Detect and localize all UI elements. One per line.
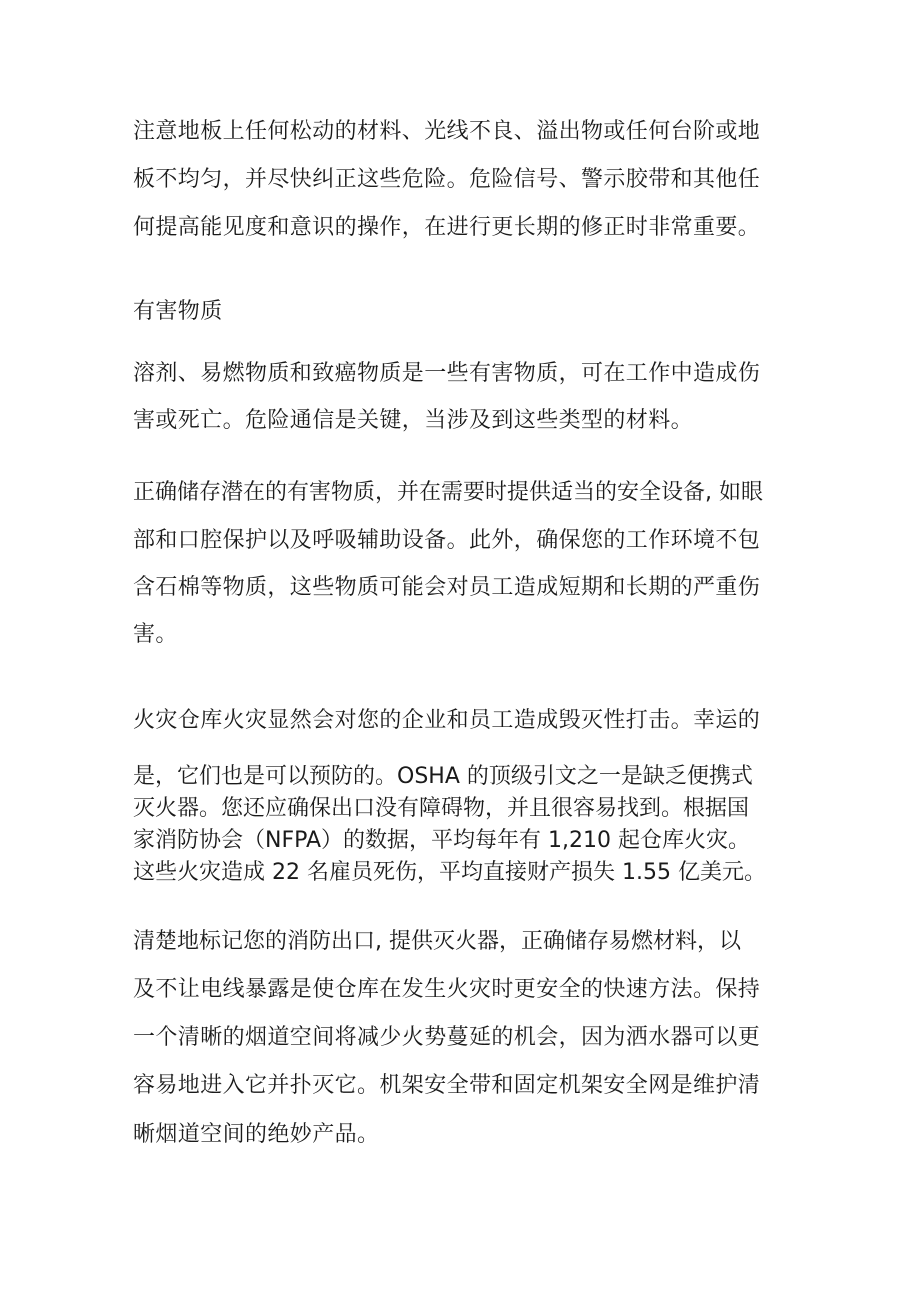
text-line: 是，它们也是可以预防的。OSHA 的顶级引文之一是缺乏便携式 bbox=[133, 764, 753, 789]
text-line: 晰烟道空间的绝妙产品。 bbox=[133, 1122, 380, 1147]
text-line: 家消防协会（NFPA）的数据，平均每年有 1,210 起仓库火灾。 bbox=[133, 828, 750, 853]
text-line: 火灾仓库火灾显然会对您的企业和员工造成毁灭性打击。幸运的 bbox=[133, 708, 761, 733]
text-line: 容易地进入它并扑灭它。机架安全带和固定机架安全网是维护清 bbox=[133, 1073, 761, 1098]
text-line: 及不让电线暴露是使仓库在发生火灾时更安全的快速方法。保持 bbox=[133, 977, 761, 1002]
text-line: 板不均匀，并尽快纠正这些危险。危险信号、警示胶带和其他任 bbox=[133, 167, 761, 192]
text-line: 害或死亡。危险通信是关键，当涉及到这些类型的材料。 bbox=[133, 408, 694, 433]
section-heading-hazardous-substances: 有害物质 bbox=[133, 299, 223, 324]
text-line: 正确储存潜在的有害物质，并在需要时提供适当的安全设备, 如眼 bbox=[133, 480, 763, 505]
text-line: 清楚地标记您的消防出口, 提供灭火器，正确储存易燃材料，以 bbox=[133, 929, 741, 954]
text-line: 灭火器。您还应确保出口没有障碍物，并且很容易找到。根据国 bbox=[133, 796, 750, 821]
text-line: 一个清晰的烟道空间将减少火势蔓延的机会，因为洒水器可以更 bbox=[133, 1025, 761, 1050]
text-line: 何提高能见度和意识的操作，在进行更长期的修正时非常重要。 bbox=[133, 215, 761, 240]
text-line: 注意地板上任何松动的材料、光线不良、溢出物或任何台阶或地 bbox=[133, 119, 761, 144]
text-line: 部和口腔保护以及呼吸辅助设备。此外，确保您的工作环境不包 bbox=[133, 528, 761, 553]
text-line: 害。 bbox=[133, 622, 178, 647]
text-line: 溶剂、易燃物质和致癌物质是一些有害物质，可在工作中造成伤 bbox=[133, 361, 761, 386]
text-line: 这些火灾造成 22 名雇员死伤，平均直接财产损失 1.55 亿美元。 bbox=[133, 860, 766, 885]
text-line: 含石棉等物质，这些物质可能会对员工造成短期和长期的严重伤 bbox=[133, 575, 761, 600]
